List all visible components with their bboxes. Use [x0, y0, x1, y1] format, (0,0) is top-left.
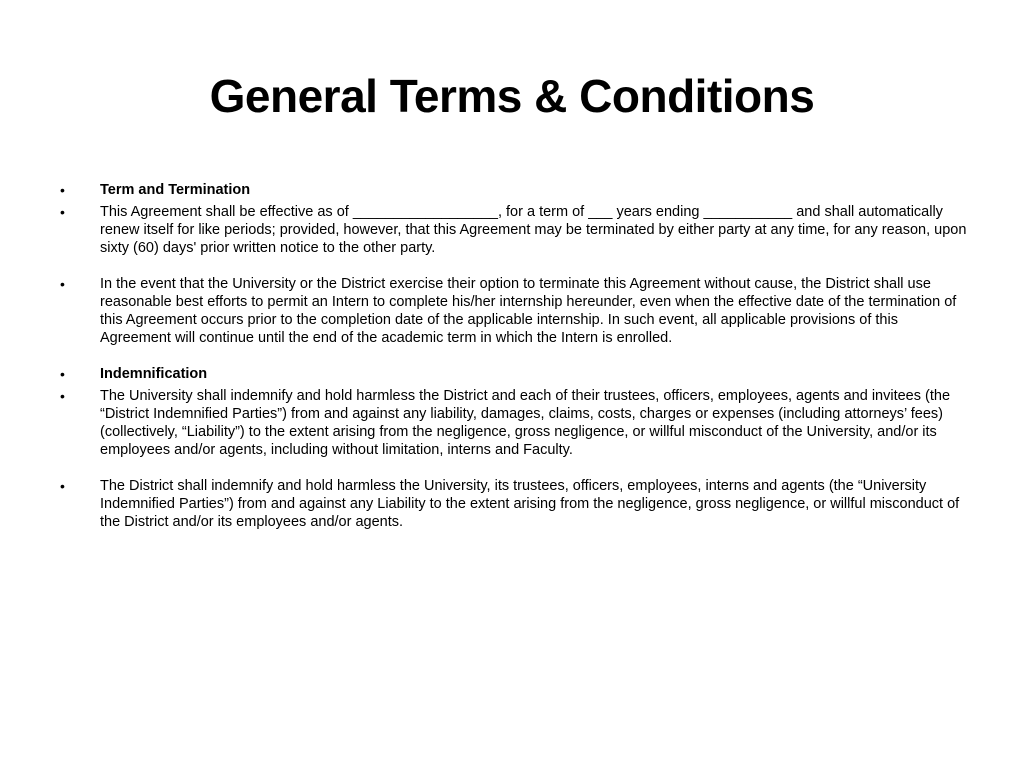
bullet-termination-without-cause — [58, 275, 970, 347]
bullet-list — [58, 181, 970, 531]
bullet-dot-icon: • — [60, 276, 65, 292]
bullet-text: The District shall indemnify and hold harmless the University, its trustees, officers, employees, interns and agents (the “University Indemnified Parties”) from and against any Liability to the extent arising from the negligence, gross negligence, or willful misconduct of the District and/or its employees and/or agents. — [100, 478, 960, 530]
bullet-text: In the event that the University or the District exercise their option to terminate this Agreement without cause, the District shall use reasonable best efforts to permit an Intern to complete his/her internship hereunder, even when the effective date of the termination of this Agreement occurs prior to the completion date of the applicable internship. In such event, all applicable provisions of this Agreement will continue until the end of the academic term in which the Intern is enrolled. — [100, 276, 957, 346]
bullet-heading-term-and-termination — [58, 181, 970, 199]
slide-title: General Terms & Conditions — [209, 70, 815, 122]
bullet-university-indemnity — [58, 387, 970, 459]
bullet-dot-icon: • — [60, 366, 65, 382]
bullet-dot-icon: • — [60, 204, 65, 220]
bullet-dot-icon: • — [60, 182, 65, 198]
bullet-text: This Agreement shall be effective as of __________________, for a term of ___ years ending ___________ and shall automatically renew itself for like periods; provided, however, that this Agreement may be terminated by either party at any time, for any reason, upon sixty (60) days' prior written notice to the other party. — [100, 204, 967, 256]
bullet-text: The University shall indemnify and hold harmless the District and each of their trustees, officers, employees, agents and invitees (the “District Indemnified Parties”) from and against any liability, damages, claims, costs, charges or expenses (including attorneys’ fees) (collectively, “Liability”) to the extent arising from the negligence, gross negligence, or willful misconduct of the University, and/or its employees and/or agents, including without limitation, interns and Faculty. — [100, 388, 951, 458]
bullet-text: Indemnification — [100, 366, 208, 382]
bullet-district-indemnity — [58, 477, 970, 531]
bullet-text: Term and Termination — [100, 182, 251, 198]
bullet-dot-icon: • — [60, 478, 65, 494]
bullet-effective-term — [58, 203, 970, 257]
bullet-heading-indemnification — [58, 365, 970, 383]
bullet-dot-icon: • — [60, 388, 65, 404]
